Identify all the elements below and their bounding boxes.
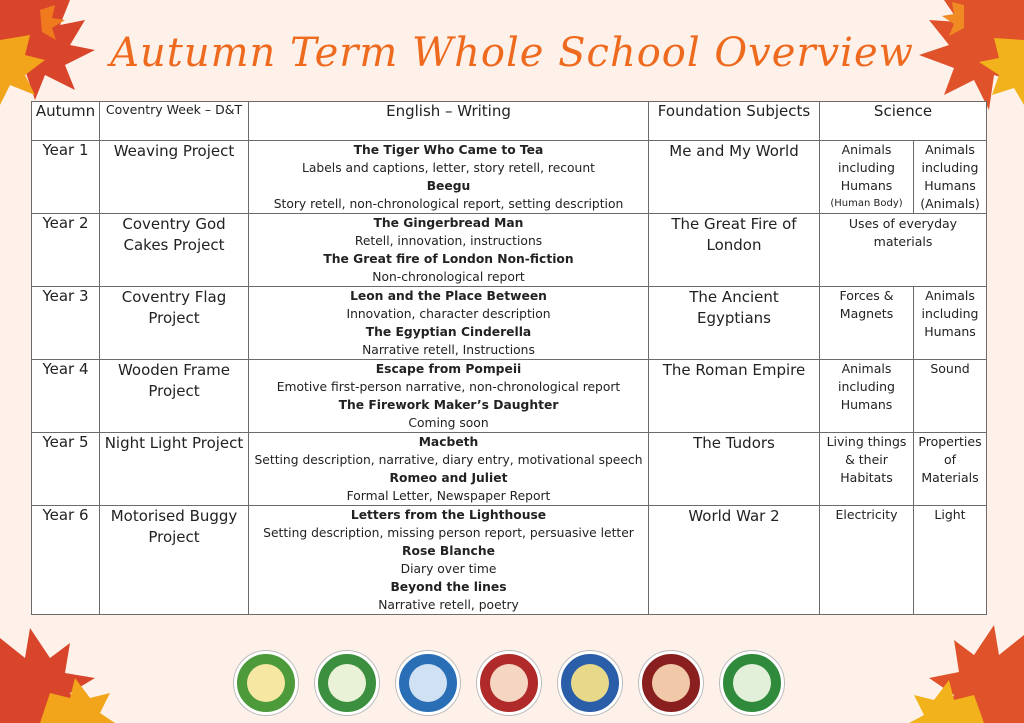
autumn-leaves-bottom-right-icon [904,600,1024,723]
english-cell [249,433,649,506]
science-cell-2: Properties of Materials [914,433,987,506]
english-genres: Coming soon [408,416,489,430]
english-genres: Narrative retell, Instructions [362,343,535,357]
science-cell-1: Electricity [820,506,914,615]
english-book-title: Letters from the Lighthouse [350,508,547,522]
dt-project-cell: Coventry Flag Project [100,287,249,360]
science-cell-1: Forces & Magnets [820,287,914,360]
foundation-cell: The Roman Empire [649,360,820,433]
english-book-title: The Egyptian Cinderella [365,325,532,339]
science-topic: Animals including Humans [838,142,895,193]
english-genres: Narrative retell, poetry [378,598,519,612]
english-book-title: Escape from Pompeii [375,362,522,376]
english-genres: Labels and captions, letter, story retell, recount [302,161,595,175]
table-row [32,360,987,433]
dt-project-cell: Weaving Project [100,141,249,214]
table-header-row [32,102,987,141]
science-cell-1: Animals including Humans [820,360,914,433]
english-book-title: The Gingerbread Man [373,216,524,230]
dt-project-cell: Night Light Project [100,433,249,506]
english-cell [249,214,649,287]
english-cell [249,141,649,214]
english-book-title: Rose Blanche [402,544,495,558]
science-note: (Human Body) [830,198,903,209]
sts-peter-paul-logo-icon [477,651,541,715]
english-book-title: The Tiger Who Came to Tea [353,143,544,157]
st-patricks-logo-icon [720,651,784,715]
header-coventry-week-dt: Coventry Week – D&T [100,102,249,141]
dt-project-cell: Motorised Buggy Project [100,506,249,615]
english-genres: Setting description, narrative, diary entry, motivational speech [254,453,643,467]
english-cell [249,506,649,615]
table-row [32,141,987,214]
science-cell-2: Sound [914,360,987,433]
header-autumn: Autumn [32,102,100,141]
year-cell: Year 3 [32,287,100,360]
english-book-title: Beyond the lines [390,580,507,594]
dt-project-cell: Coventry God Cakes Project [100,214,249,287]
year-cell: Year 2 [32,214,100,287]
english-genres: Non-chronological report [372,270,525,284]
school-logos-row [234,651,794,715]
english-cell [249,287,649,360]
year-cell: Year 5 [32,433,100,506]
english-book-title: Romeo and Juliet [389,471,508,485]
science-cell-1: Living things & their Habitats [820,433,914,506]
science-cell-1 [820,141,914,214]
year-cell: Year 6 [32,506,100,615]
table-row [32,214,987,287]
english-book-title: Macbeth [418,435,479,449]
st-gregorys-logo-icon [558,651,622,715]
foundation-cell: World War 2 [649,506,820,615]
science-cell-2: Animals including Humans (Animals) [914,141,987,214]
table-row [32,287,987,360]
table-row [32,506,987,615]
corpus-christi-logo-icon [234,651,298,715]
foundation-cell: Me and My World [649,141,820,214]
english-genres: Formal Letter, Newspaper Report [346,489,551,503]
english-book-title: Leon and the Place Between [350,289,547,303]
english-genres: Innovation, character description [346,307,551,321]
autumn-leaves-bottom-left-icon [0,598,115,723]
year-cell: Year 1 [32,141,100,214]
foundation-cell: The Great Fire of London [649,214,820,287]
english-book-title: The Firework Maker’s Daughter [338,398,559,412]
sacred-heart-logo-icon [396,651,460,715]
page-title: Autumn Term Whole School Overview [110,30,914,76]
english-book-title: The Great fire of London Non-fiction [323,252,574,266]
science-cell-2: Animals including Humans [914,287,987,360]
english-genres: Setting description, missing person report, persuasive letter [263,526,634,540]
english-cell [249,360,649,433]
foundation-cell: The Tudors [649,433,820,506]
science-cell-merged [820,214,987,287]
st-john-fisher-logo-icon [639,651,703,715]
dt-project-cell: Wooden Frame Project [100,360,249,433]
english-book-title: Beegu [426,179,471,193]
header-english-writing: English – Writing [249,102,649,141]
science-cell-2: Light [914,506,987,615]
good-shepherd-logo-icon [315,651,379,715]
english-genres: Retell, innovation, instructions [354,234,543,248]
english-genres: Story retell, non-chronological report, setting description [273,197,624,211]
header-science: Science [820,102,987,141]
english-genres: Diary over time [400,562,497,576]
header-foundation-subjects: Foundation Subjects [649,102,820,141]
table-row [32,433,987,506]
overview-table [31,101,987,615]
english-genres: Emotive first-person narrative, non-chronological report [276,380,621,394]
foundation-cell: The Ancient Egyptians [649,287,820,360]
science-topic: Uses of everyday materials [848,216,958,249]
year-cell: Year 4 [32,360,100,433]
